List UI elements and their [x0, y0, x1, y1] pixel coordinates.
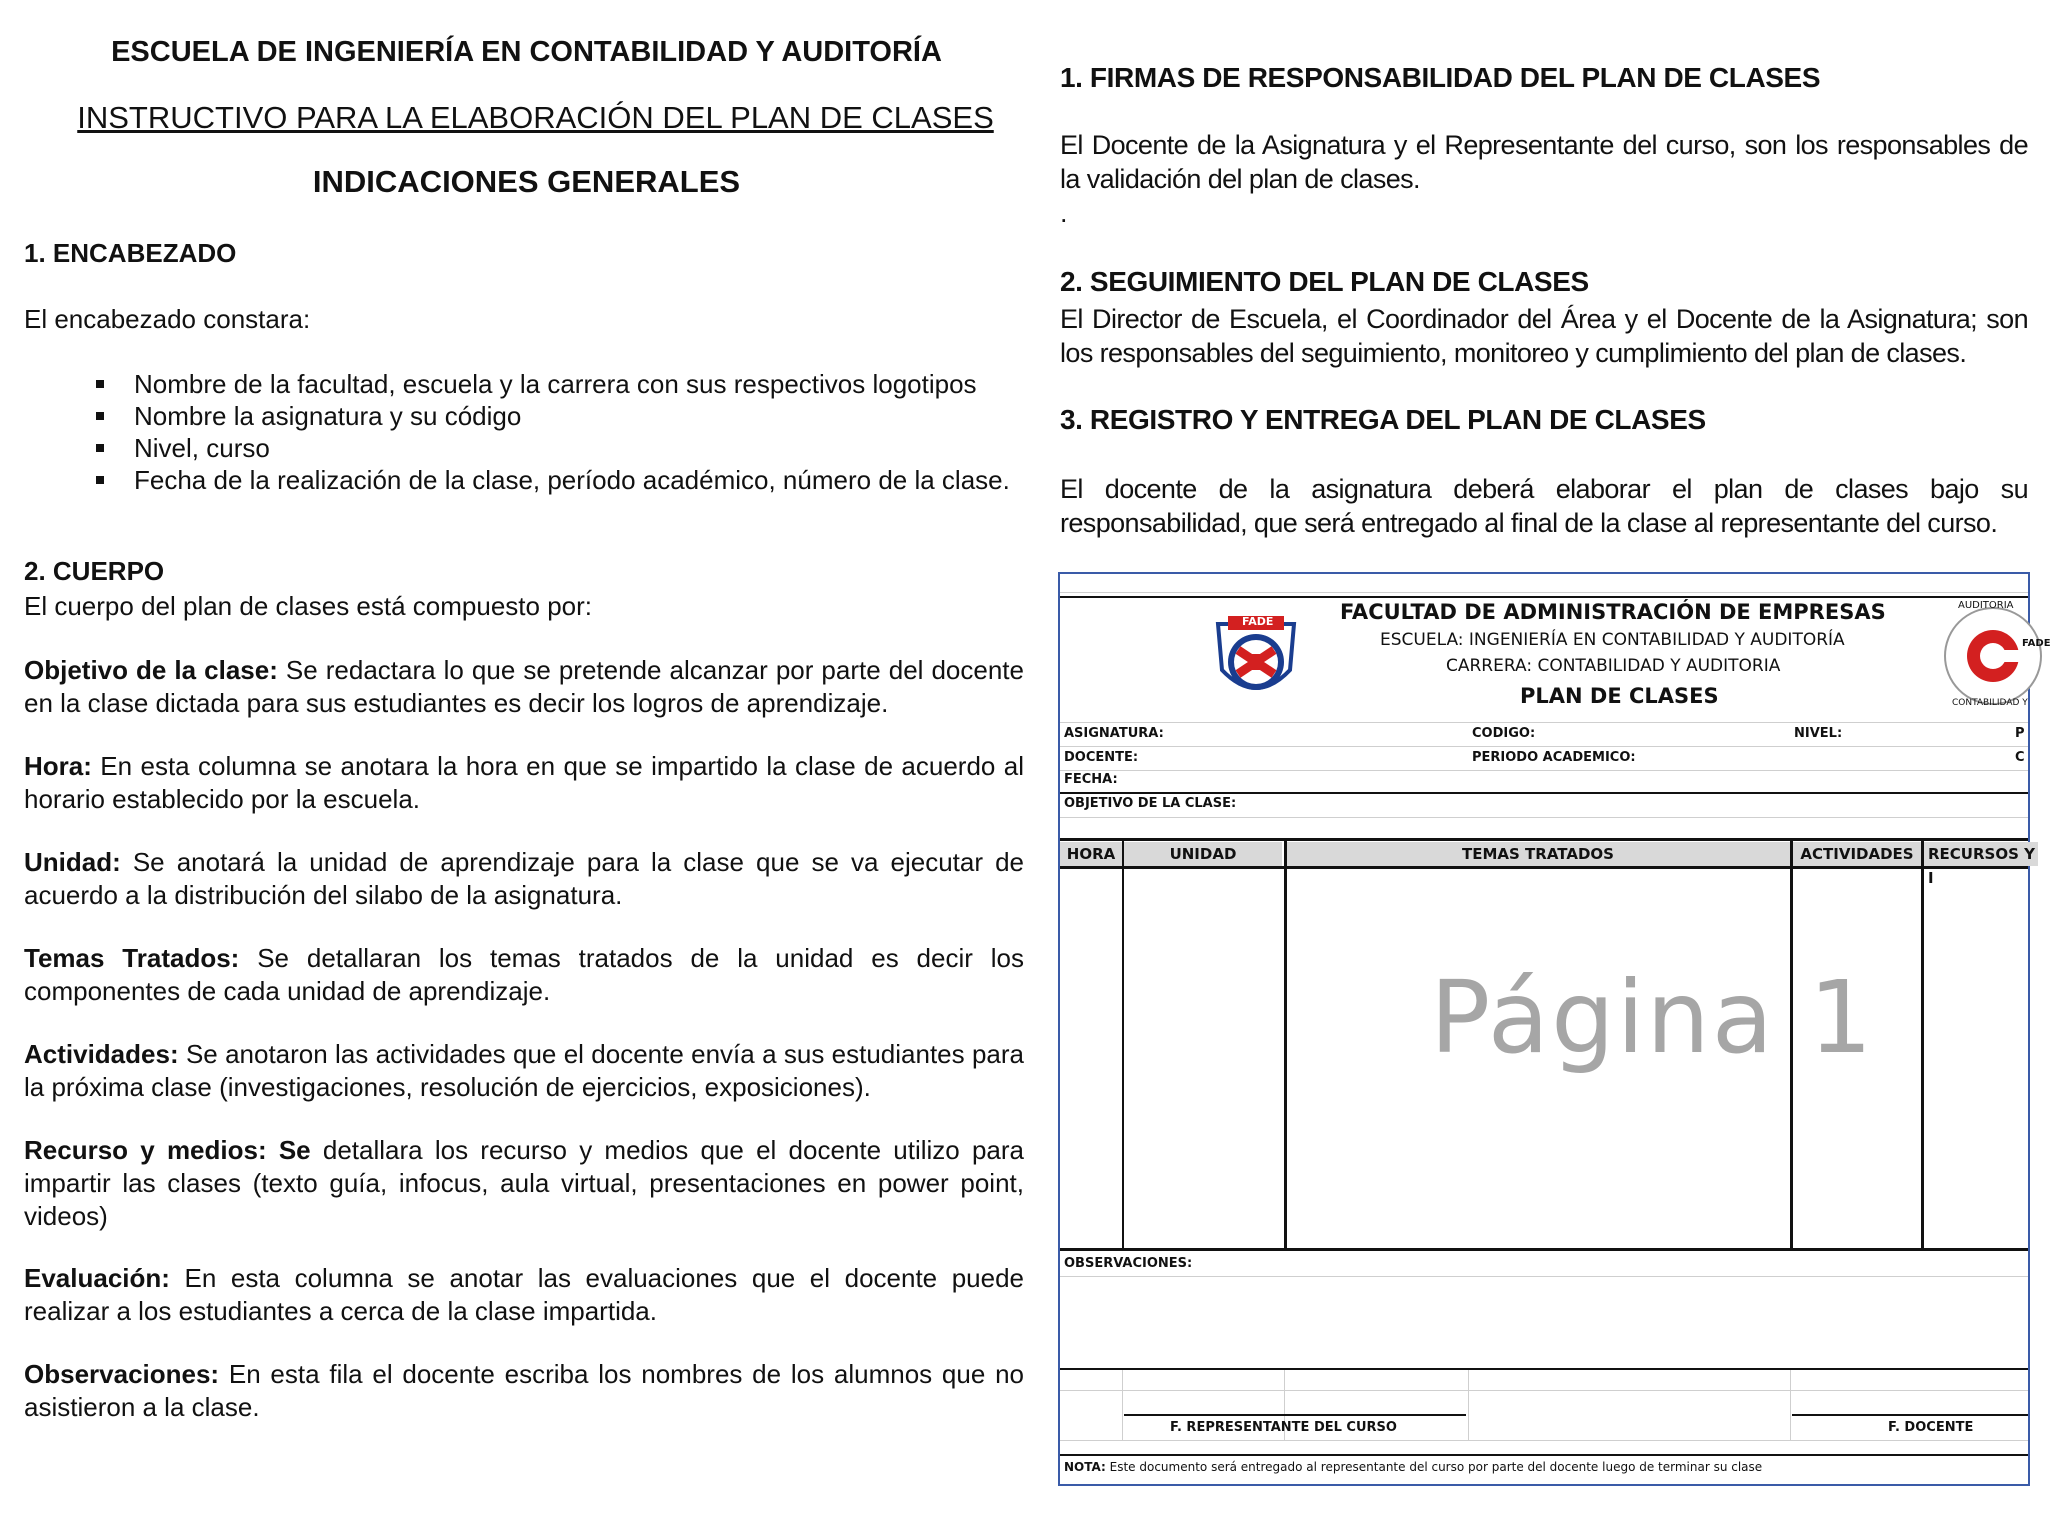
logo-arc-text-bottom: CONTABILIDAD Y	[1952, 698, 2028, 708]
nota	[1064, 1460, 1762, 1474]
item-temas	[24, 942, 1024, 1008]
item-text: Se anotaron las actividades que el docente envía a sus estudiantes para la próxima clase (investigaciones, resolución de ejercicios, exposiciones).	[24, 1039, 1024, 1102]
item-recursos	[24, 1134, 1024, 1233]
item-label: Observaciones:	[24, 1359, 220, 1389]
grid-line	[1790, 1370, 1791, 1440]
item-text: Se anotará la unidad de aprendizaje para la clase que se va ejecutar de acuerdo a la distribución del silabo de la asignatura.	[24, 847, 1024, 910]
signature-doc-label: F. DOCENTE	[1888, 1420, 1974, 1435]
school-title: ESCUELA DE INGENIERÍA EN CONTABILIDAD Y AUDITORÍA	[111, 36, 942, 68]
form-escuela: ESCUELA: INGENIERÍA EN CONTABILIDAD Y AUDITORÍA	[1380, 630, 1845, 650]
grid-line	[1122, 1370, 1123, 1440]
item-text: En esta columna se anotara la hora en que se impartido la clase de acuerdo al horario establecido por la escuela.	[24, 751, 1024, 814]
item-label: Recurso y medios: Se	[24, 1135, 311, 1165]
item-text: Se redactara lo que se pretende alcanzar por parte del docente en la clase dictada para sus estudiantes es decir los logros de aprendizaje.	[24, 655, 1024, 718]
instructivo-title: INSTRUCTIVO PARA LA ELABORACIÓN DEL PLAN DE CLASES	[77, 100, 994, 135]
item-label: Objetivo de la clase:	[24, 655, 278, 685]
periodo-label: PERIODO ACADEMICO:	[1472, 750, 1636, 765]
item-label: Evaluación:	[24, 1263, 170, 1293]
item-label: Temas Tratados:	[24, 943, 240, 973]
item-observaciones	[24, 1358, 1024, 1424]
nivel-label: NIVEL:	[1794, 726, 1843, 741]
col-unidad: UNIDAD	[1124, 842, 1282, 866]
grid-line	[1060, 722, 2028, 723]
rule	[1060, 1368, 2028, 1370]
rule	[1060, 792, 2028, 794]
table-col-line	[1284, 838, 1287, 1250]
form-faculty: FACULTAD DE ADMINISTRACIÓN DE EMPRESAS	[1340, 600, 1886, 624]
bullet-item: Nombre de la facultad, escuela y la carrera con sus respectivos logotipos	[74, 368, 1034, 400]
signature-line-rep	[1124, 1414, 1466, 1416]
item-objetivo	[24, 654, 1024, 720]
cut-text: C	[2015, 750, 2025, 765]
grid-line	[1060, 817, 2028, 818]
fade-logo-text: FADE	[1242, 615, 1274, 628]
bullet-item: Nivel, curso	[74, 432, 1034, 464]
item-actividades	[24, 1038, 1024, 1104]
grid-line	[1468, 1370, 1469, 1440]
encabezado-intro: El encabezado constara:	[24, 304, 311, 334]
form-plan-title: PLAN DE CLASES	[1520, 684, 1719, 708]
contabilidad-logo	[1938, 594, 2051, 714]
form-carrera: CARRERA: CONTABILIDAD Y AUDITORIA	[1446, 656, 1781, 676]
registro-text: El docente de la asignatura deberá elaborar el plan de clases bajo su responsabilidad, que será entregado al final de la clase al representante del curso.	[1060, 474, 2028, 538]
encabezado-bullet-list	[74, 368, 1034, 496]
rule	[1060, 1454, 2028, 1456]
item-unidad	[24, 846, 1024, 912]
section-cuerpo-title: 2. CUERPO	[24, 556, 165, 586]
item-hora	[24, 750, 1024, 816]
top-border	[1060, 596, 2028, 598]
item-label: Hora:	[24, 751, 92, 781]
col-actividades: ACTIVIDADES	[1793, 842, 1921, 866]
grid-line	[1060, 1390, 2028, 1391]
grid-line	[1060, 746, 2028, 747]
logo-arc-text-top: AUDITORIA	[1958, 600, 2014, 611]
signature-line-doc	[1792, 1414, 2028, 1416]
nota-label: NOTA:	[1064, 1460, 1106, 1474]
plan-de-clases-form-image	[1058, 572, 2051, 1486]
section-firmas-title: 1. FIRMAS DE RESPONSABILIDAD DEL PLAN DE CLASES	[1060, 62, 1821, 93]
firmas-text: El Docente de la Asignatura y el Representante del curso, son los responsables de la validación del plan de clases.	[1060, 130, 2028, 194]
page-watermark: Página 1	[1430, 959, 1875, 1076]
docente-label: DOCENTE:	[1064, 750, 1139, 765]
grid-line	[1060, 1276, 2028, 1277]
fecha-label: FECHA:	[1064, 772, 1118, 787]
cuerpo-intro: El cuerpo del plan de clases está compuesto por:	[24, 591, 593, 621]
table-col-line	[1921, 838, 1924, 1250]
item-label: Actividades:	[24, 1039, 179, 1069]
nota-text: Este documento será entregado al representante del curso por parte del docente luego de terminar su clase	[1105, 1460, 1763, 1474]
cut-text: P	[2015, 726, 2025, 741]
section-encabezado-title: 1. ENCABEZADO	[24, 238, 237, 268]
table-header-border	[1060, 866, 2028, 869]
observaciones-label: OBSERVACIONES:	[1064, 1256, 1193, 1271]
table-col-line	[1122, 838, 1124, 1250]
table-bottom-border	[1060, 1248, 2028, 1251]
item-evaluacion	[24, 1262, 1024, 1328]
grid-line	[1060, 592, 2028, 593]
asignatura-label: ASIGNATURA:	[1064, 726, 1164, 741]
logo-arc-text-side: FADE	[2022, 638, 2051, 649]
item-text: detallara los recurso y medios que el docente utilizo para impartir las clases (texto guía, infocus, aula virtual, presentaciones en power point, videos)	[24, 1135, 1025, 1231]
firmas-dot: .	[1060, 198, 1067, 228]
grid-line	[1060, 770, 2028, 771]
grid-line	[1060, 1440, 2028, 1441]
objetivo-label: OBJETIVO DE LA CLASE:	[1064, 796, 1237, 811]
bullet-item: Nombre la asignatura y su código	[74, 400, 1034, 432]
indicaciones-title: INDICACIONES GENERALES	[312, 164, 741, 199]
seguimiento-text: El Director de Escuela, el Coordinador del Área y el Docente de la Asignatura; son los responsables del seguimiento, monitoreo y cumplimiento del plan de clases.	[1060, 304, 2028, 368]
codigo-label: CODIGO:	[1472, 726, 1536, 741]
signature-rep-label: F. REPRESENTANTE DEL CURSO	[1170, 1420, 1397, 1435]
item-text: En esta fila el docente escriba los nombres de los alumnos que no asistieron a la clase.	[24, 1359, 1024, 1422]
table-top-border	[1060, 838, 2028, 841]
section-seguimiento-title: 2. SEGUIMIENTO DEL PLAN DE CLASES	[1060, 266, 1589, 297]
fade-logo	[1208, 610, 1304, 706]
bullet-item: Fecha de la realización de la clase, período académico, número de la clase.	[74, 464, 1034, 496]
col-recursos: RECURSOS Y I	[1924, 842, 2038, 866]
item-label: Unidad:	[24, 847, 121, 877]
col-hora: HORA	[1060, 842, 1122, 866]
item-text: En esta columna se anotar las evaluaciones que el docente puede realizar a los estudiantes a cerca de la clase impartida.	[24, 1263, 1024, 1326]
section-registro-title: 3. REGISTRO Y ENTREGA DEL PLAN DE CLASES	[1060, 404, 1706, 435]
col-temas: TEMAS TRATADOS	[1286, 842, 1790, 866]
item-text: Se detallaran los temas tratados de la unidad es decir los componentes de cada unidad de aprendizaje.	[24, 943, 1024, 1006]
